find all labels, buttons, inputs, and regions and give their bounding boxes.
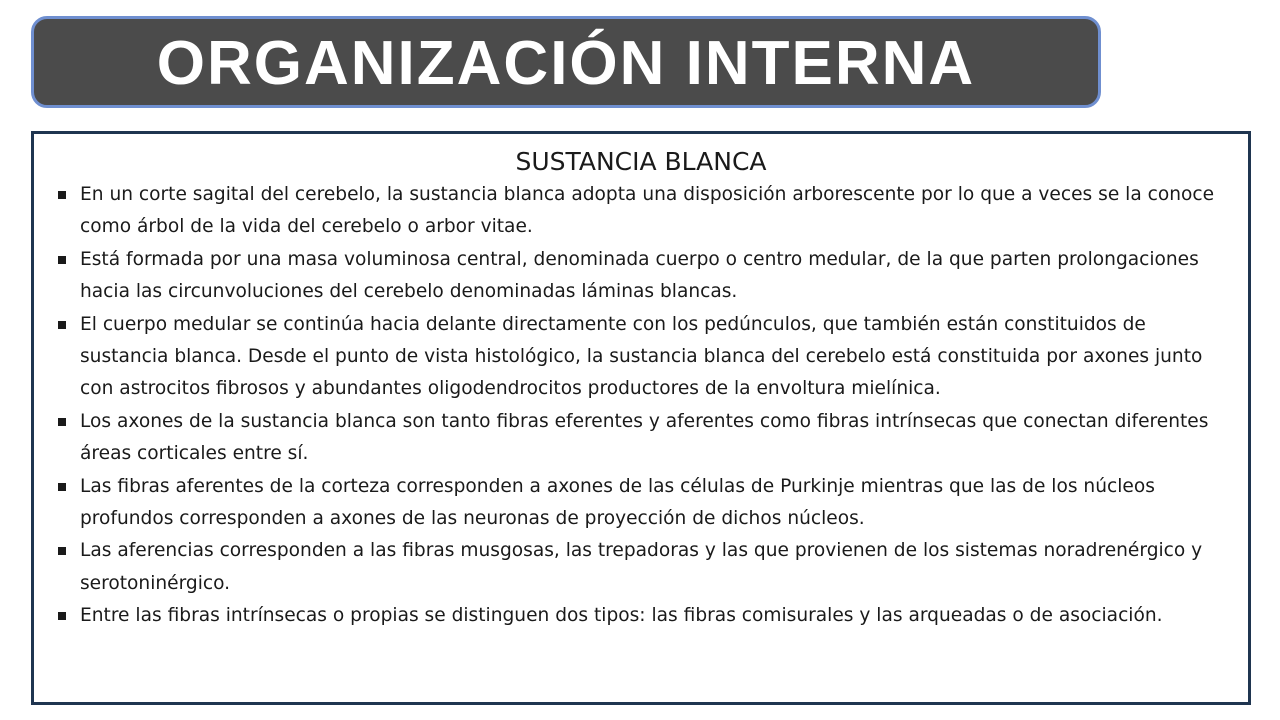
bullet-text: Los axones de la sustancia blanca son tanto fibras eferentes y aferentes como fibras intrínsecas que conectan diferentes áreas corticales entre sí. (80, 410, 1209, 465)
square-bullet-icon (58, 418, 66, 426)
bullet-item (58, 244, 1234, 309)
square-bullet-icon (58, 256, 66, 264)
square-bullet-icon (58, 483, 66, 491)
bullet-text: Las aferencias corresponden a las fibras musgosas, las trepadoras y las que provienen de los sistemas noradrenérgico y serotoninérgico. (80, 540, 1203, 594)
bullet-item (58, 179, 1234, 244)
title-banner (31, 16, 1101, 108)
bullet-item (58, 406, 1234, 471)
bullet-text: En un corte sagital del cerebelo, la sustancia blanca adopta una disposición arborescente por lo que a veces se la conoce como árbol de la vida del cerebelo o arbor vitae. (80, 184, 1215, 238)
slide-title: ORGANIZACIÓN INTERNA (156, 29, 976, 98)
bullet-text: Las fibras aferentes de la corteza corresponden a axones de las células de Purkinje mientras que las de los núcleos profundos corresponden a axones de las neuronas de proyección de dichos núcleos. (80, 475, 1155, 530)
content-box (31, 131, 1251, 705)
square-bullet-icon (58, 321, 66, 329)
bullet-item (58, 309, 1234, 406)
bullet-item (58, 535, 1234, 600)
square-bullet-icon (58, 612, 66, 620)
square-bullet-icon (58, 547, 66, 555)
square-bullet-icon (58, 191, 66, 199)
bullet-text: Entre las fibras intrínsecas o propias se distinguen dos tipos: las fibras comisurales y las arqueadas o de asociación. (80, 605, 1163, 627)
bullet-item (58, 600, 1234, 632)
bullet-text: Está formada por una masa voluminosa central, denominada cuerpo o centro medular, de la que parten prolongaciones hacia las circunvoluciones del cerebelo denominadas láminas blancas. (80, 248, 1199, 303)
bullet-item (58, 471, 1234, 536)
bullet-text: El cuerpo medular se continúa hacia delante directamente con los pedúnculos, que también están constituidos de sustancia blanca. Desde el punto de vista histológico, la sustancia blanca del cerebelo está constituida por axones junto con astrocitos fibrosos y abundantes oligodendrocitos productores de la envoltura mielínica. (80, 313, 1203, 400)
section-heading: SUSTANCIA BLANCA (515, 147, 767, 176)
bullet-list (34, 179, 1248, 633)
